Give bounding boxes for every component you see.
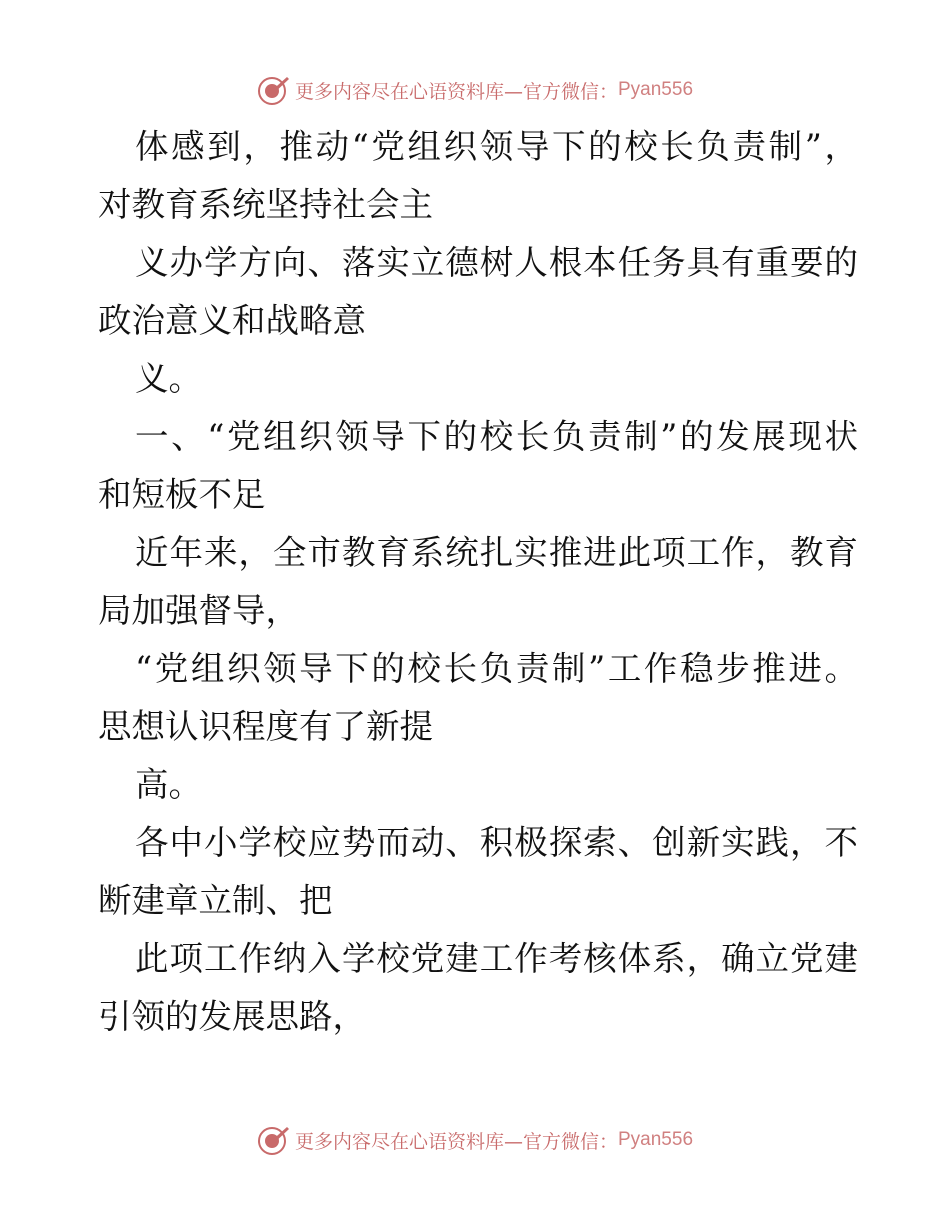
text-line: 高。: [135, 765, 202, 804]
footer-watermark-title: 更多内容尽在心语资料库: [294, 1130, 504, 1153]
section-heading-line: 和短板不足: [98, 475, 266, 514]
text-line: 各中小学校应势而动、积极探索、创新实践，不: [135, 823, 858, 862]
body-text: [98, 118, 858, 1046]
header-watermark-label: —官方微信：: [503, 80, 618, 103]
section-heading-line: 一、“党组织领导下的校长负责制”的发展现状: [135, 417, 858, 456]
text-line: 局加强督导，: [98, 591, 299, 630]
text-line: 此项工作纳入学校党建工作考核体系，确立党建: [135, 939, 858, 978]
header-watermark: [0, 70, 950, 110]
text-line: 体感到，推动“党组织领导下的校长负责制”，: [135, 127, 858, 166]
text-line: “党组织领导下的校长负责制”工作稳步推进。: [135, 649, 858, 688]
pen-logo-icon: [257, 73, 291, 107]
header-watermark-id: Pyan556: [618, 79, 694, 100]
text-line: 义办学方向、落实立德树人根本任务具有重要的: [135, 243, 858, 282]
footer-watermark: [0, 1120, 950, 1160]
text-line: 近年来，全市教育系统扎实推进此项工作，教育: [135, 533, 858, 572]
pen-logo-icon: [257, 1123, 291, 1157]
header-watermark-title: 更多内容尽在心语资料库: [294, 80, 504, 103]
footer-watermark-label: —官方微信：: [503, 1130, 618, 1153]
text-line: 引领的发展思路，: [98, 997, 366, 1036]
text-line: 对教育系统坚持社会主: [98, 185, 433, 224]
text-line: 政治意义和战略意: [98, 301, 366, 340]
text-line: 断建章立制、把: [98, 881, 333, 920]
text-line: 义。: [135, 359, 202, 398]
footer-watermark-id: Pyan556: [618, 1129, 694, 1150]
text-line: 思想认识程度有了新提: [98, 707, 433, 746]
